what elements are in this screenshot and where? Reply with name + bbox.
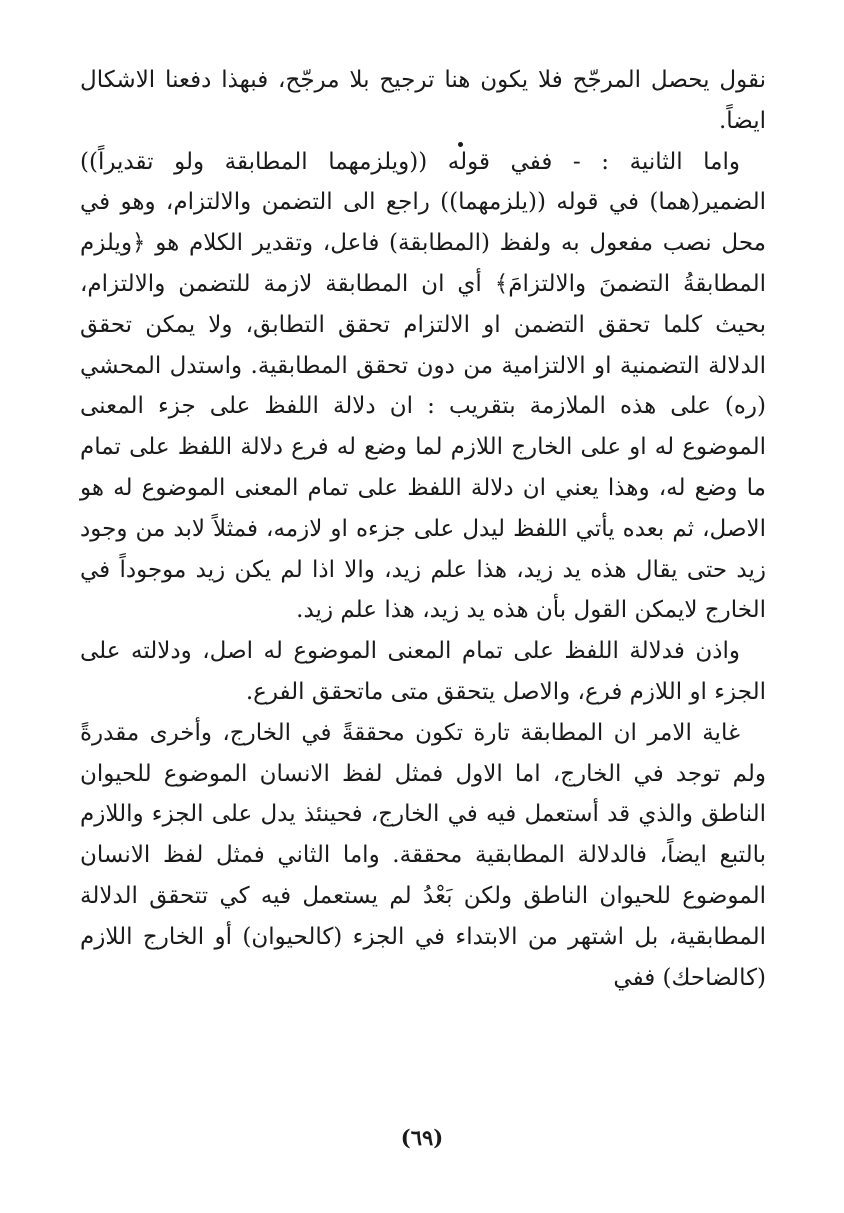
body-text xyxy=(80,60,766,998)
paragraph-4: غاية الامر ان المطابقة تارة تكون محققةً في الخارج، وأخرى مقدرةً ولم توجد في الخارج، اما الاول فمثل لفظ الانسان الموضوع للحيوان الناطق والذي قد أستعمل فيه في الخارج، فحينئذ يدل على الجزء واللازم بالتبع ايضاً، فالدلالة المطابقية محققة. واما الثاني فمثل لفظ الانسان الموضوع للحيوان الناطق ولكن بَعْدُ لم يستعمل فيه كي تتحقق الدلالة المطابقية، بل اشتهر من الابتداء في الجزء (كالحيوان) أو الخارج اللازم (كالضاحك) ففي xyxy=(80,719,766,991)
paragraph-1: نقول يحصل المرجّح فلا يكون هنا ترجيح بلا مرجّح، فبهذا دفعنا الاشكال ايضاً. xyxy=(80,67,766,134)
paragraph-3: واذن فدلالة اللفظ على تمام المعنى الموضوع له اصل، ودلالته على الجزء او اللازم فرع، والاصل يتحقق متى ماتحقق الفرع. xyxy=(80,638,766,705)
paragraph-2: واما الثانية : - ففي قوله ((ويلزمهما المطابقة ولو تقديراً)) الضمير(هما) في قوله ((يلزمهما)) راجع الى التضمن والالتزام، وهو في محل نصب مفعول به ولفظ (المطابقة) فاعل، وتقدير الكلام هو ﴿ويلزم المطابقةُ التضمنَ والالتزامَ﴾ أي ان المطابقة لازمة للتضمن والالتزام، بحيث كلما تحقق التضمن او الالتزام تحقق التطابق، ولا يمكن تحقق الدلالة التضمنية او الالتزامية من دون تحقق المطابقية. واستدل المحشي (ره) على هذه الملازمة بتقريب : ان دلالة اللفظ على جزء المعنى الموضوع له او على الخارج اللازم لما وضع له فرع دلالة اللفظ على تمام ما وضع له، وهذا يعني ان دلالة اللفظ على تمام المعنى الموضوع له هو الاصل، ثم بعده يأتي اللفظ ليدل على جزءه او لازمه، فمثلاً لابد من وجود زيد حتى يقال هذه يد زيد، هذا علم زيد، والا اذا لم يكن زيد موجوداً في الخارج لايمكن القول بأن هذه يد زيد، هذا علم زيد. xyxy=(80,148,767,624)
page-number: (٦٩) xyxy=(400,1125,444,1150)
